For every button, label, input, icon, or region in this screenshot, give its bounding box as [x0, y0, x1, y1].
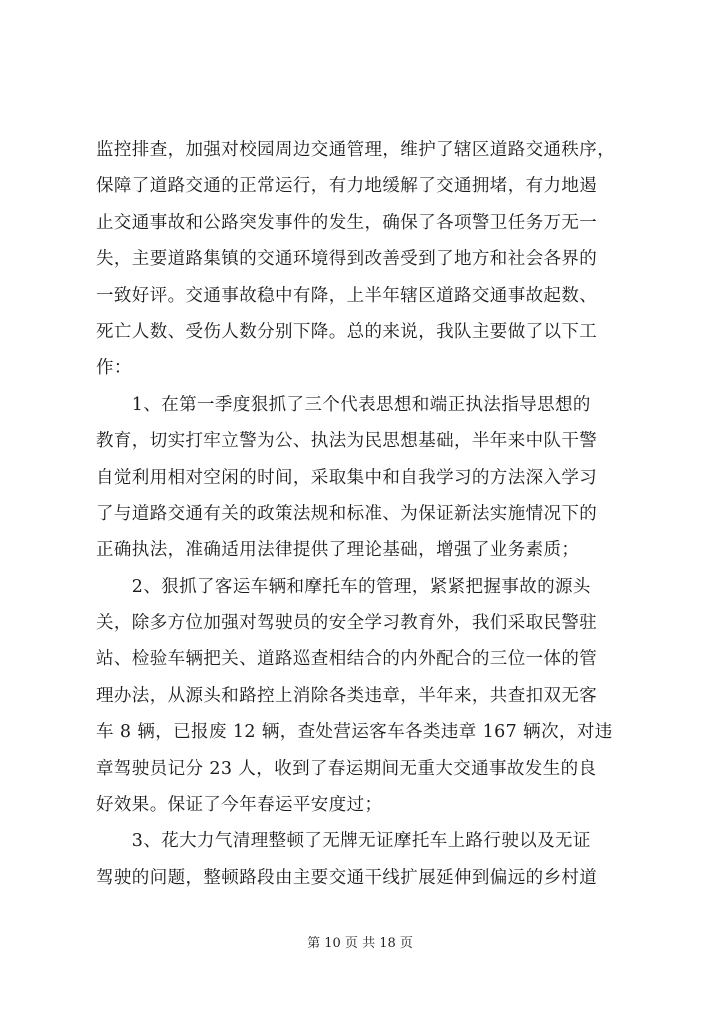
text-line: 止交通事故和公路突发事件的发生，确保了各项警卫任务万无一 [96, 212, 598, 233]
text-line: 失，主要道路集镇的交通环境得到改善受到了地方和社会各界的 [96, 249, 598, 270]
text-line: 保障了道路交通的正常运行，有力地缓解了交通拥堵，有力地遏 [96, 176, 598, 197]
text-line: 自觉利用相对空闲的时间，采取集中和自我学习的方法深入学习 [96, 467, 598, 488]
document-body [96, 132, 636, 896]
text-line: 关，除多方位加强对驾驶员的安全学习教育外，我们采取民警驻 [96, 613, 598, 634]
text-line: 一致好评。交通事故稳中有降，上半年辖区道路交通事故起数、 [96, 285, 598, 306]
text-line: 车 8 辆，已报废 12 辆，查处营运客车各类违章 167 辆次，对违 [96, 722, 613, 743]
text-line: 驾驶的问题，整顿路段由主要交通干线扩展延伸到偏远的乡村道 [96, 867, 598, 888]
text-line: 好效果。保证了今年春运平安度过； [96, 795, 383, 816]
text-line: 监控排查，加强对校园周边交通管理，维护了辖区道路交通秩序， [96, 140, 616, 160]
text-line: 理办法，从源头和路控上消除各类违章，半年来，共查扣双无客 [96, 685, 598, 706]
text-line: 1、在第一季度狠抓了三个代表思想和端正执法指导思想的 [96, 394, 591, 415]
text-line: 作： [96, 358, 132, 379]
text-line: 教育，切实打牢立警为公、执法为民思想基础，半年来中队干警 [96, 431, 598, 452]
text-line: 站、检验车辆把关、道路巡查相结合的内外配合的三位一体的管 [96, 649, 598, 670]
text-line: 了与道路交通有关的政策法规和标准、为保证新法实施情况下的 [96, 503, 598, 524]
page-number-footer: 第 10 页 共 18 页 [307, 936, 413, 951]
text-line: 2、狠抓了客运车辆和摩托车的管理，紧紧把握事故的源头 [96, 576, 591, 597]
text-line: 正确执法，准确适用法律提供了理论基础，增强了业务素质； [96, 540, 580, 561]
text-line: 章驾驶员记分 23 人，收到了春运期间无重大交通事故发生的良 [96, 758, 597, 779]
text-line: 死亡人数、受伤人数分别下降。总的来说，我队主要做了以下工 [96, 321, 598, 342]
text-line: 3、花大力气清理整顿了无牌无证摩托车上路行驶以及无证 [96, 831, 591, 852]
